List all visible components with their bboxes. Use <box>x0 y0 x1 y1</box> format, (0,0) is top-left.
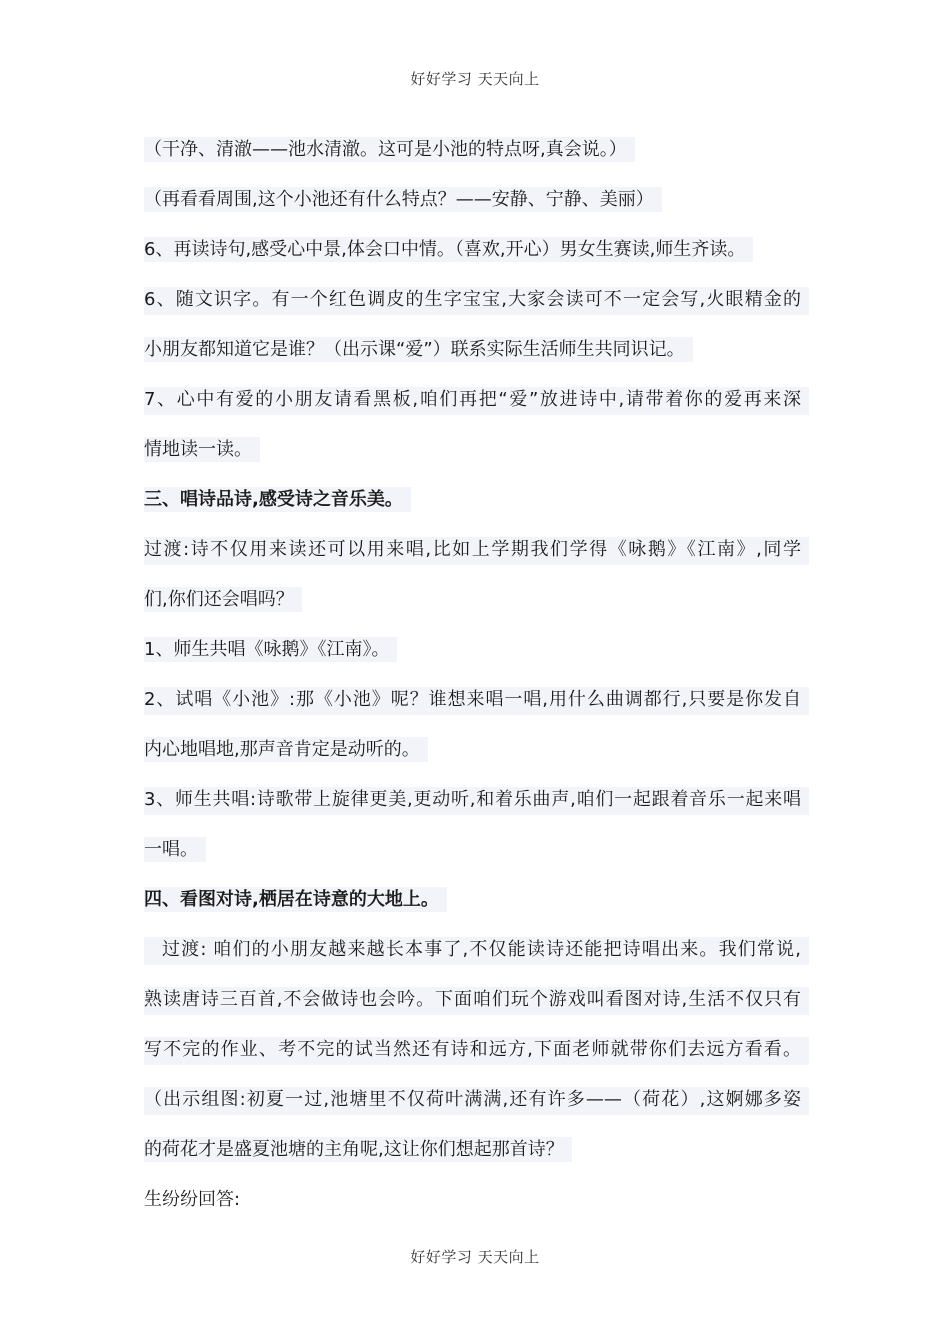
paragraph-line: 生纷纷回答: <box>144 1189 241 1210</box>
paragraph-line: 6、再读诗句,感受心中景,体会口中情。（喜欢,开心）男女生赛读,师生齐读。 <box>144 231 809 281</box>
document-body <box>144 131 809 1231</box>
section-heading: 四、看图对诗,栖居在诗意的大地上。 <box>144 881 809 931</box>
paragraph-line: 的荷花才是盛夏池塘的主角呢,这让你们想起那首诗？ <box>144 1131 809 1181</box>
paragraph-line: 一唱。 <box>144 831 809 881</box>
page-footer: 好好学习 天天向上 <box>410 1248 540 1266</box>
paragraph-line: 1、师生共唱《咏鹅》《江南》。 <box>144 631 809 681</box>
paragraph-line: 6、随文识字。有一个红色调皮的生字宝宝,大家会读可不一定会写,火眼精金的 <box>144 281 809 331</box>
paragraph-line: 小朋友都知道它是谁？（出示课“爱”）联系实际生活师生共同识记。 <box>144 331 809 381</box>
section-heading: 三、唱诗品诗,感受诗之音乐美。 <box>144 481 809 531</box>
paragraph-line: 内心地唱地,那声音肯定是动听的。 <box>144 731 809 781</box>
paragraph-line: 写不完的作业、考不完的试当然还有诗和远方,下面老师就带你们去远方看看。 <box>144 1031 809 1081</box>
paragraph-line: 3、师生共唱:诗歌带上旋律更美,更动听,和着乐曲声,咱们一起跟着音乐一起来唱 <box>144 781 809 831</box>
paragraph-line: （出示组图:初夏一过,池塘里不仅荷叶满满,还有许多——（荷花）,这婀娜多姿 <box>144 1081 809 1131</box>
paragraph-line: 们,你们还会唱吗？ <box>144 581 809 631</box>
paragraph-line: 2、试唱《小池》:那《小池》呢？谁想来唱一唱,用什么曲调都行,只要是你发自 <box>144 681 809 731</box>
page-header: 好好学习 天天向上 <box>410 70 540 88</box>
paragraph-line: 过渡:诗不仅用来读还可以用来唱,比如上学期我们学得《咏鹅》《江南》,同学 <box>144 531 809 581</box>
paragraph-line: （再看看周围,这个小池还有什么特点？——安静、宁静、美丽） <box>144 181 809 231</box>
paragraph-line: （干净、清澈——池水清澈。这可是小池的特点呀,真会说。） <box>144 131 809 181</box>
paragraph-line: 情地读一读。 <box>144 431 809 481</box>
paragraph-line: 7、心中有爱的小朋友请看黑板,咱们再把“爱”放进诗中,请带着你的爱再来深 <box>144 381 809 431</box>
paragraph-line: 过渡: 咱们的小朋友越来越长本事了,不仅能读诗还能把诗唱出来。我们常说, <box>144 931 809 981</box>
paragraph-line: 熟读唐诗三百首,不会做诗也会吟。下面咱们玩个游戏叫看图对诗,生活不仅只有 <box>144 981 809 1031</box>
